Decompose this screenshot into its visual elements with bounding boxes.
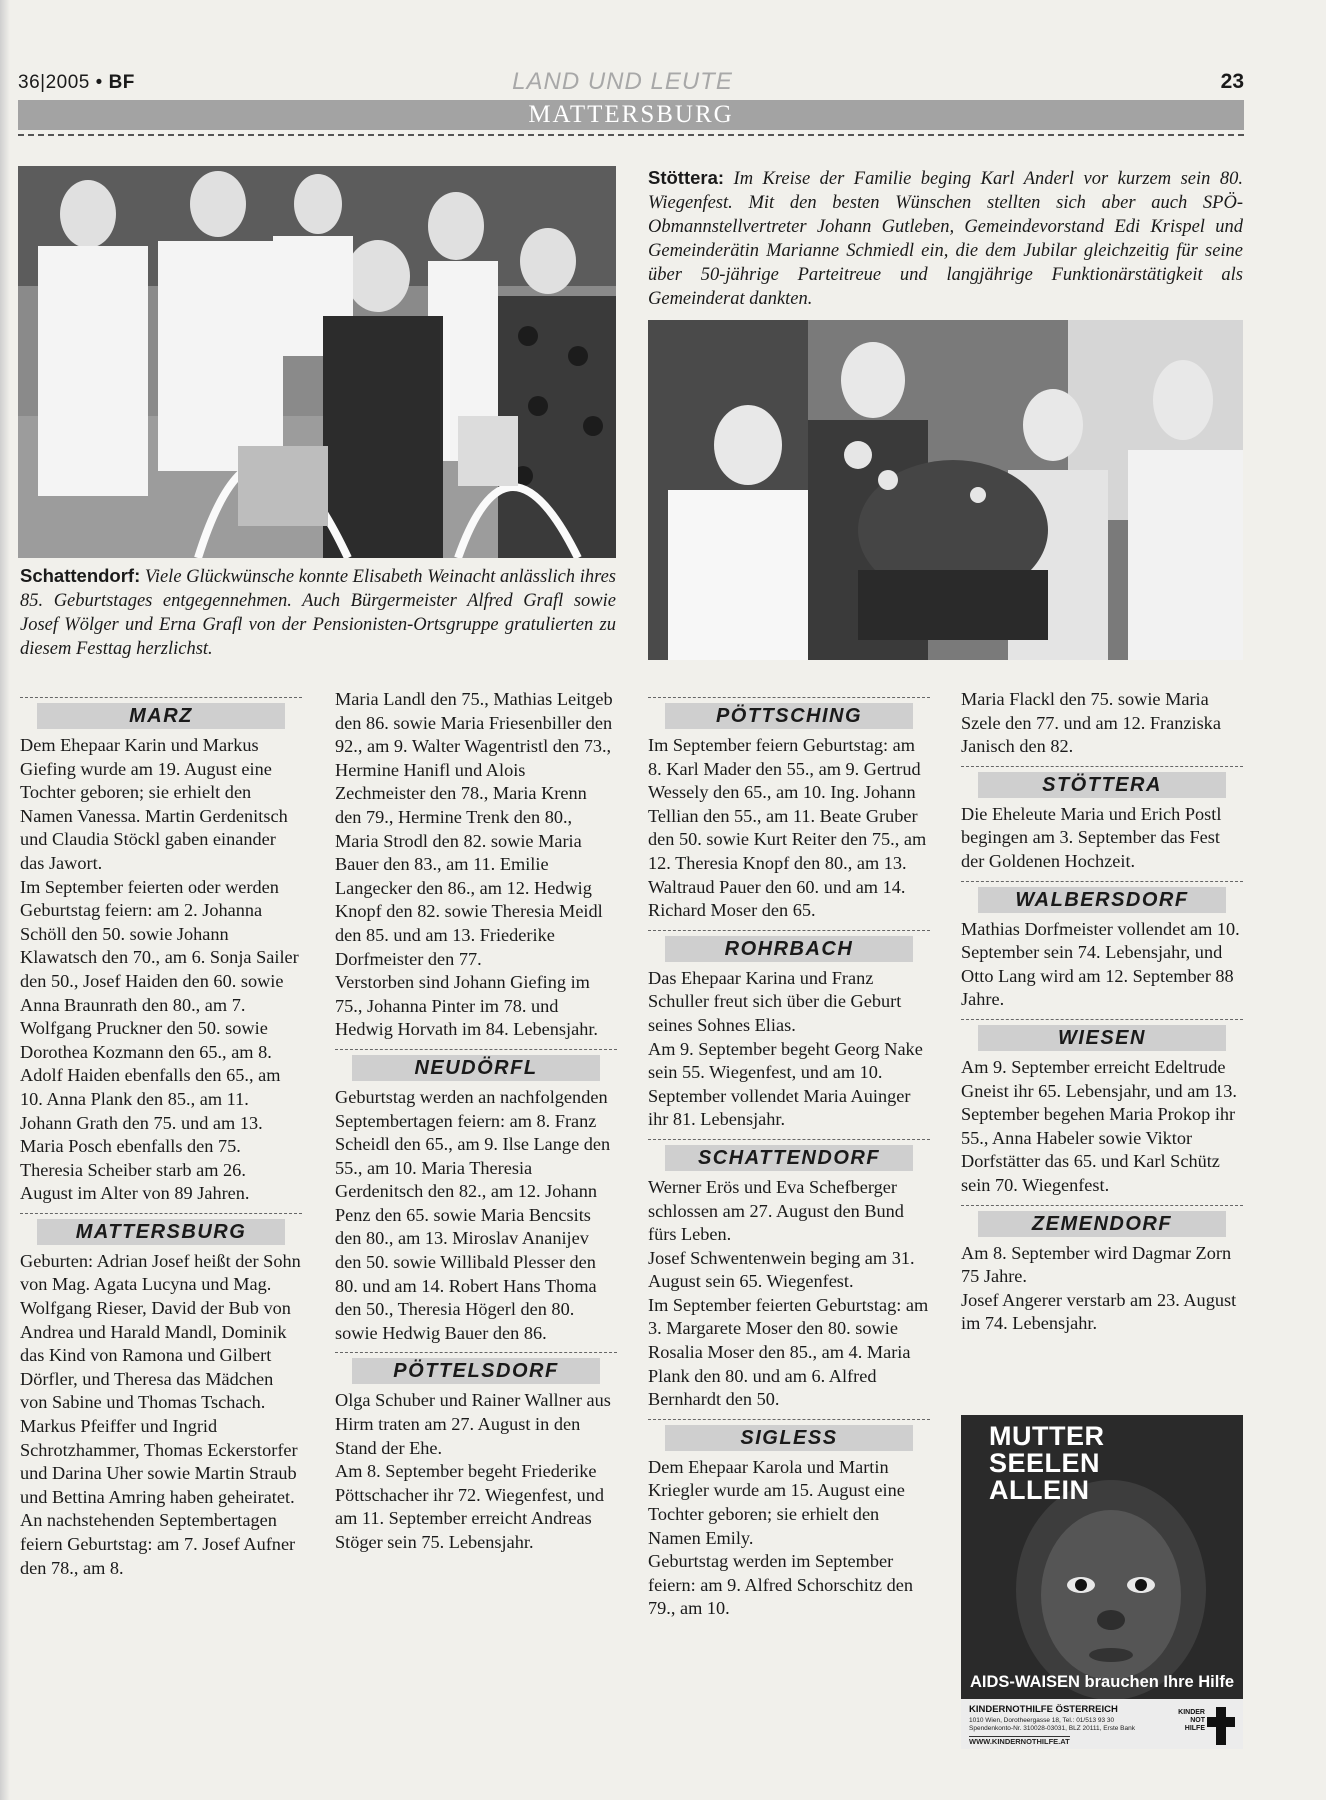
article-paragraph: Mathias Dorfmeister vollendet am 10. September sein 74. Lebensjahr, und Otto Lang wird am 12. September 88 Jahre. xyxy=(961,918,1240,1010)
kindernothilfe-logo xyxy=(1169,1707,1235,1745)
region-bar xyxy=(18,100,1244,130)
section-head-marz xyxy=(20,697,302,729)
section-title-zemendorf: ZEMENDORF xyxy=(978,1211,1226,1237)
ad-address: 1010 Wien, Dorotheergasse 18, Tel.: 01/513 93 30 xyxy=(969,1717,1115,1724)
caption-text: Im Kreise der Familie beging Karl Anderl vor kurzem sein 80. Wiegenfest. Mit den besten Wünschen stellten sich aber auch SPÖ-Obmannstellvertreter Johann Gutleben, Gemeindevorstand Edi Krispel und Gemeinderätin Marianne Schmiedl ein, die dem Jubilar gleichzeitig für seine über 50-jährige Parteitreue und langjährige Funktionärstätigkeit als Gemeinderat dankten. xyxy=(648,169,1243,309)
section-title-walbersdorf: WALBERSDORF xyxy=(978,887,1226,913)
article-paragraph: Die Eheleute Maria und Erich Postl begingen am 3. September das Fest der Goldenen Hochzeit. xyxy=(961,803,1222,871)
article-paragraph: Im September feierten Geburtstag: am 3. Margarete Moser den 80. sowie Rosalia Moser den 85., am 4. Maria Plank den 80. und am 6. Alfred Bernhardt den 50. xyxy=(648,1294,929,1410)
article-paragraph: Markus Pfeiffer und Ingrid Schrotzhammer, Thomas Eckerstorfer und Darina Uher sowie Martin Straub und Bettina Amring haben geheiratet. xyxy=(20,1416,298,1507)
ad-headline-line: MUTTER xyxy=(989,1421,1105,1451)
section-head-schattendorf xyxy=(648,1139,930,1171)
section-head-poettsching xyxy=(648,697,930,729)
column-1 xyxy=(20,688,302,1580)
page-number: 23 xyxy=(1220,70,1244,93)
logo-line: KINDER xyxy=(1178,1709,1205,1716)
section-title-poettelsdorf: PÖTTELSDORF xyxy=(352,1358,600,1384)
article-paragraph: Maria Landl den 75., Mathias Leitgeb den 86. sowie Maria Friesenbiller den 92., am 9. Walter Wagentristl den 73., Hermine Hanifl und Alois Zechmeister den 78., Maria Krenn den 79., Hermine Trenk den 80., Maria Strodl den 82. sowie Maria Bauer den 83., am 11. Emilie Langecker den 86., am 12. Hedwig Knopf den 82. sowie Theresia Meidl den 85. und am 13. Friederike Dorfmeister den 77. xyxy=(335,689,613,969)
ad-tagline: AIDS-WAISEN brauchen Ihre Hilfe xyxy=(969,1673,1235,1691)
article-paragraph: Das Ehepaar Karina und Franz Schuller freut sich über die Geburt seines Sohnes Elias. xyxy=(648,967,902,1035)
page-edge xyxy=(0,0,10,1800)
article-paragraph: Josef Angerer verstarb am 23. August im 74. Lebensjahr. xyxy=(961,1289,1237,1334)
column-4 xyxy=(961,688,1243,1336)
logo-line: NOT xyxy=(1190,1717,1205,1724)
section-title-schattendorf: SCHATTENDORF xyxy=(665,1145,913,1171)
caption-location: Stöttera: xyxy=(648,167,725,188)
ad-organization: KINDERNOTHILFE ÖSTERREICH xyxy=(969,1704,1118,1715)
section-title-rohrbach: ROHRBACH xyxy=(665,936,913,962)
article-paragraph: Am 9. September begeht Georg Nake sein 55. Wiegenfest, und am 10. September vollendet Maria Auinger ihr 81. Lebensjahr. xyxy=(648,1038,923,1130)
article-paragraph: Am 8. September wird Dagmar Zorn 75 Jahre. xyxy=(961,1242,1232,1287)
article-paragraph: Geburten: Adrian Josef heißt der Sohn von Mag. Agata Lucyna und Mag. Wolfgang Rieser, David der Bub von Andrea und Harald Mandl, Dominik das Kind von Ramona und Gilbert Dörfler, und Theresa das Mädchen von Sabine und Thomas Tschach. xyxy=(20,1250,301,1413)
caption-text: Viele Glückwünsche konnte Elisabeth Weinacht anlässlich ihres 85. Geburtstages entgegennehmen. Auch Bürgermeister Alfred Grafl sowie Josef Wölger und Erna Grafl von der Pensionisten-Ortsgruppe gratulierten zu diesem Festtag herzlichst. xyxy=(20,567,617,659)
photo-stoettera xyxy=(648,320,1243,660)
paper-name: BF xyxy=(108,72,135,93)
ad-headline-line: ALLEIN xyxy=(989,1475,1090,1505)
article-paragraph: Dem Ehepaar Karola und Martin Kriegler wurde am 15. August eine Tochter geboren; sie erhielt den Namen Emily. xyxy=(648,1456,905,1548)
logo-text xyxy=(1169,1709,1205,1733)
section-head-poettelsdorf xyxy=(335,1352,617,1384)
article-paragraph: Maria Flackl den 75. sowie Maria Szele den 77. und am 12. Franziska Janisch den 82. xyxy=(961,689,1221,757)
issue-separator: • xyxy=(95,72,103,93)
section-title: LAND UND LEUTE xyxy=(512,68,733,95)
section-head-stoettera xyxy=(961,766,1243,798)
section-head-sigless xyxy=(648,1419,930,1451)
ad-contact xyxy=(969,1717,1179,1733)
article-paragraph: Olga Schuber und Rainer Wallner aus Hirm traten am 27. August in den Stand der Ehe. xyxy=(335,1390,611,1458)
issue-number: 36|2005 xyxy=(18,72,90,93)
section-head-walbersdorf xyxy=(961,881,1243,913)
section-title-mattersburg: MATTERSBURG xyxy=(37,1219,285,1245)
section-head-mattersburg xyxy=(20,1213,302,1245)
section-title-wiesen: WIESEN xyxy=(978,1025,1226,1051)
section-title-stoettera: STÖTTERA xyxy=(978,772,1226,798)
section-title-marz: MARZ xyxy=(37,703,285,729)
photo-schattendorf xyxy=(18,166,616,558)
ad-headline-line: SEELEN xyxy=(989,1448,1101,1478)
header-divider xyxy=(18,134,1244,136)
charity-advertisement xyxy=(961,1415,1243,1749)
article-paragraph: Am 9. September erreicht Edeltrude Gneist ihr 65. Lebensjahr, und am 13. September begehen Maria Prokop ihr 55., Anna Habeler sowie Viktor Dorfstätter das 65. und Karl Schütz sein 70. Wiegenfest. xyxy=(961,1056,1237,1195)
section-head-rohrbach xyxy=(648,930,930,962)
article-paragraph: Geburtstag werden an nachfolgenden Septembertagen feiern: am 8. Franz Scheidl den 65., am 9. Ilse Lange den 55., am 10. Maria Theresia Gerdenitsch den 82., am 12. Johann Penz den 65. sowie Maria Bencsits den 80., am 13. Miroslav Ananijev den 50. sowie Willibald Plesser den 80. und am 14. Robert Hans Thoma den 50., Theresia Högerl den 80. sowie Hedwig Bauer den 86. xyxy=(335,1086,611,1343)
column-2 xyxy=(335,688,617,1555)
section-head-zemendorf xyxy=(961,1205,1243,1237)
article-paragraph: Werner Erös und Eva Schefberger schlossen am 27. August den Bund fürs Leben. xyxy=(648,1176,904,1245)
section-head-neudoerfl xyxy=(335,1049,617,1081)
section-title-neudoerfl: NEUDÖRFL xyxy=(352,1055,600,1081)
ad-headline xyxy=(989,1423,1169,1504)
column-3 xyxy=(648,688,930,1621)
cross-icon xyxy=(1207,1707,1235,1745)
caption-stoettera xyxy=(648,166,1243,311)
article-paragraph: Im September feierten oder werden Geburtstag feiern: am 2. Johanna Schöll den 50. sowie Johann Klawatsch den 70., am 6. Sonja Sailer den 50., Josef Haiden den 60. sowie Anna Braunrath den 80., am 7. Wolfgang Pruckner den 50. sowie Dorothea Kozmann den 65., am 8. Adolf Haiden ebenfalls den 65., am 10. Anna Plank den 85., am 11. Johann Grath den 75. und am 13. Maria Posch ebenfalls den 75. xyxy=(20,876,299,1157)
article-paragraph: An nachstehenden Septembertagen feiern Geburtstag: am 7. Josef Aufner den 78., am 8. xyxy=(20,1510,296,1578)
section-title-sigless: SIGLESS xyxy=(665,1425,913,1451)
region-title: MATTERSBURG xyxy=(528,101,734,128)
article-paragraph: Im September feiern Geburtstag: am 8. Karl Mader den 55., am 9. Gertrud Wessely den 65., am 10. Ing. Johann Tellian den 55., am 11. Beate Gruber den 50. sowie Kurt Reiter den 75., am 12. Theresia Knopf den 80., am 13. Waltraud Pauer den 60. und am 14. Richard Moser den 65. xyxy=(648,735,927,921)
ad-account: Spendenkonto-Nr. 310028-03031, BLZ 20111, Erste Bank xyxy=(969,1725,1135,1732)
section-head-wiesen xyxy=(961,1019,1243,1051)
ad-url: WWW.KINDERNOTHILFE.AT xyxy=(969,1737,1070,1746)
article-paragraph: Dem Ehepaar Karin und Markus Giefing wurde am 19. August eine Tochter geboren; sie erhielt den Namen Vanessa. Martin Gerdenitsch und Claudia Stöckl gaben einander das Jawort. xyxy=(20,735,288,873)
article-paragraph: Am 8. September begeht Friederike Pöttschacher ihr 72. Wiegenfest, und am 11. September erreicht Andreas Stöger sein 75. Lebensjahr. xyxy=(335,1461,605,1552)
ad-footer xyxy=(961,1699,1243,1749)
logo-line: HILFE xyxy=(1184,1725,1205,1732)
article-paragraph: Geburtstag werden im September feiern: am 9. Alfred Schorschitz den 79., am 10. xyxy=(648,1551,913,1619)
caption-schattendorf xyxy=(20,564,616,661)
article-paragraph: Josef Schwentenwein beging am 31. August sein 65. Wiegenfest. xyxy=(648,1247,915,1292)
article-paragraph: Theresia Scheiber starb am 26. August im Alter von 89 Jahren. xyxy=(20,1159,250,1204)
caption-location: Schattendorf: xyxy=(20,565,141,586)
section-title-poettsching: PÖTTSCHING xyxy=(665,703,913,729)
article-paragraph: Verstorben sind Johann Giefing im 75., Johanna Pinter im 78. und Hedwig Horvath im 84. Lebensjahr. xyxy=(335,972,598,1040)
